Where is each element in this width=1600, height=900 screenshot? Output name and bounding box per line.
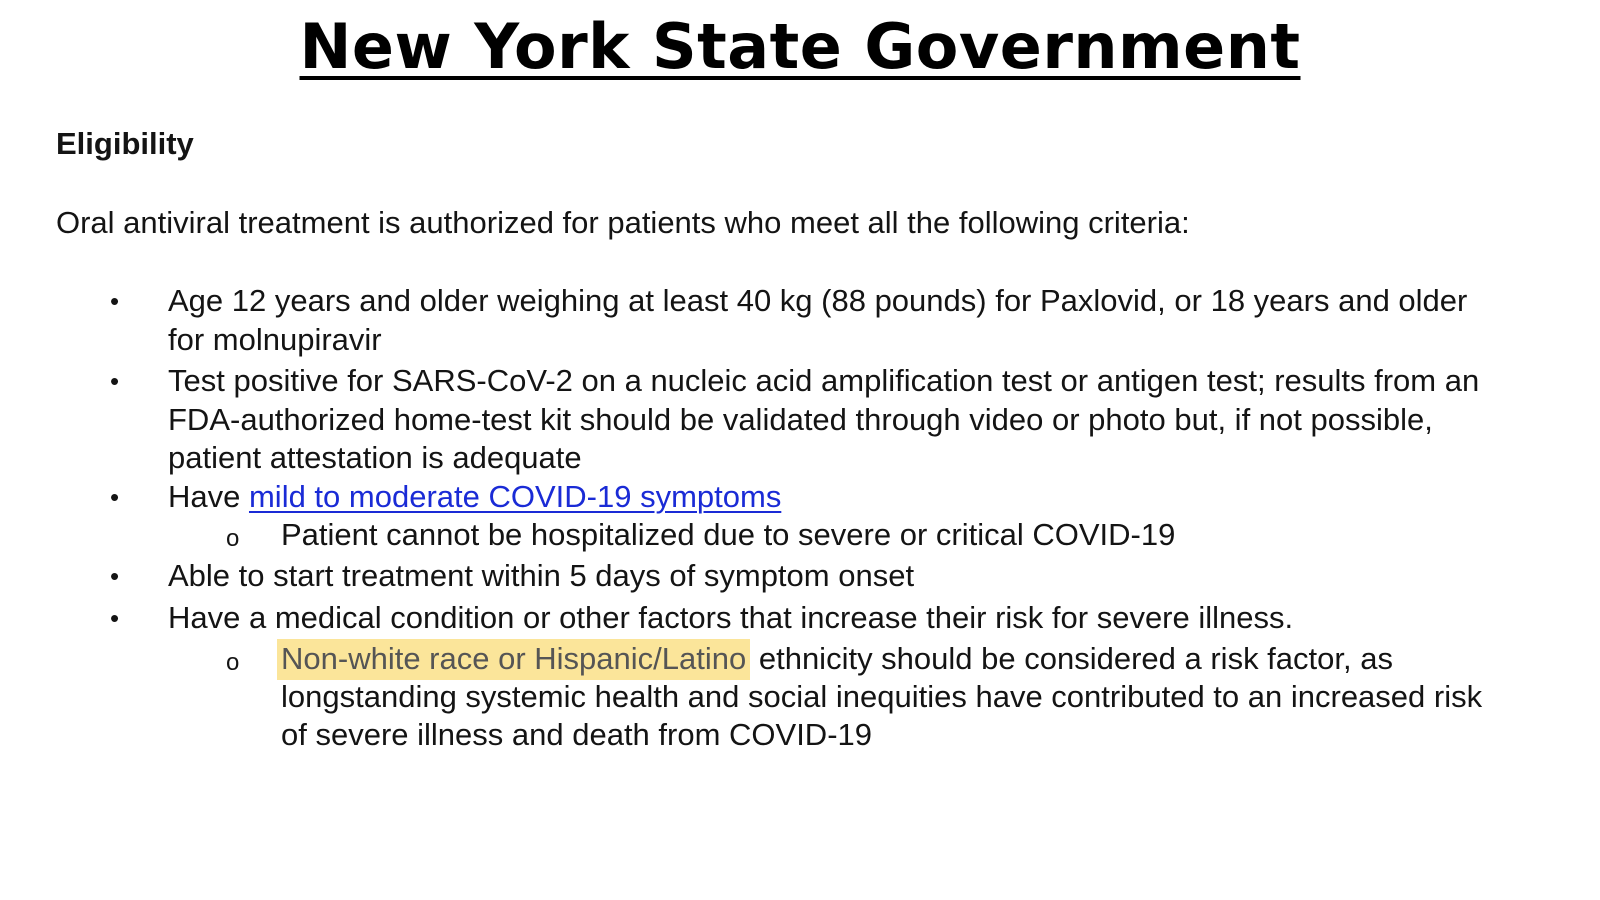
criteria-age-text: Age 12 years and older weighing at least 40 kg (88 pounds) for Paxlovid, or 18 years and older for molnupiravir	[168, 283, 1468, 357]
criteria-symptoms-prefix: Have	[168, 478, 249, 514]
criteria-list	[0, 282, 1600, 754]
symptoms-link[interactable]: mild to moderate COVID-19 symptoms	[248, 478, 782, 514]
highlighted-text: Non-white race or Hispanic/Latino	[277, 639, 750, 680]
criteria-test-text: Test positive for SARS-CoV-2 on a nucleic acid amplification test or antigen test; results from an FDA-authorized home-test kit should be validated through video or photo but, if not possible, patient attestation is adequate	[168, 363, 1480, 475]
bullet-icon: •	[110, 286, 120, 316]
list-item	[0, 282, 1600, 359]
section-heading: Eligibility	[56, 126, 194, 161]
criteria-risk-sub-text	[281, 640, 1511, 754]
sub-list-item	[0, 516, 1600, 554]
list-item	[0, 599, 1600, 638]
list-item	[0, 478, 1600, 517]
risk-sub-rest-text: ethnicity should be considered a risk factor, as longstanding systemic health and social inequities have contributed to an increased risk of severe illness and death from COVID-19	[281, 641, 1483, 752]
intro-paragraph: Oral antiviral treatment is authorized for patients who meet all the following criteria:	[56, 205, 1190, 240]
page-title: New York State Government	[299, 10, 1301, 83]
bullet-icon: •	[110, 602, 120, 633]
bullet-icon: •	[110, 561, 120, 591]
bullet-icon: •	[110, 481, 120, 512]
criteria-risk-text: Have a medical condition or other factors that increase their risk for severe illness.	[168, 599, 1294, 635]
list-item	[0, 557, 1600, 596]
criteria-onset-text: Able to start treatment within 5 days of symptom onset	[168, 558, 915, 593]
circle-bullet-icon: o	[226, 649, 240, 676]
circle-bullet-icon: o	[226, 525, 240, 552]
list-item	[0, 362, 1600, 478]
bullet-icon: •	[110, 366, 120, 396]
sub-list-item	[0, 640, 1600, 754]
criteria-symptoms-sub-text: Patient cannot be hospitalized due to severe or critical COVID-19	[281, 517, 1176, 552]
